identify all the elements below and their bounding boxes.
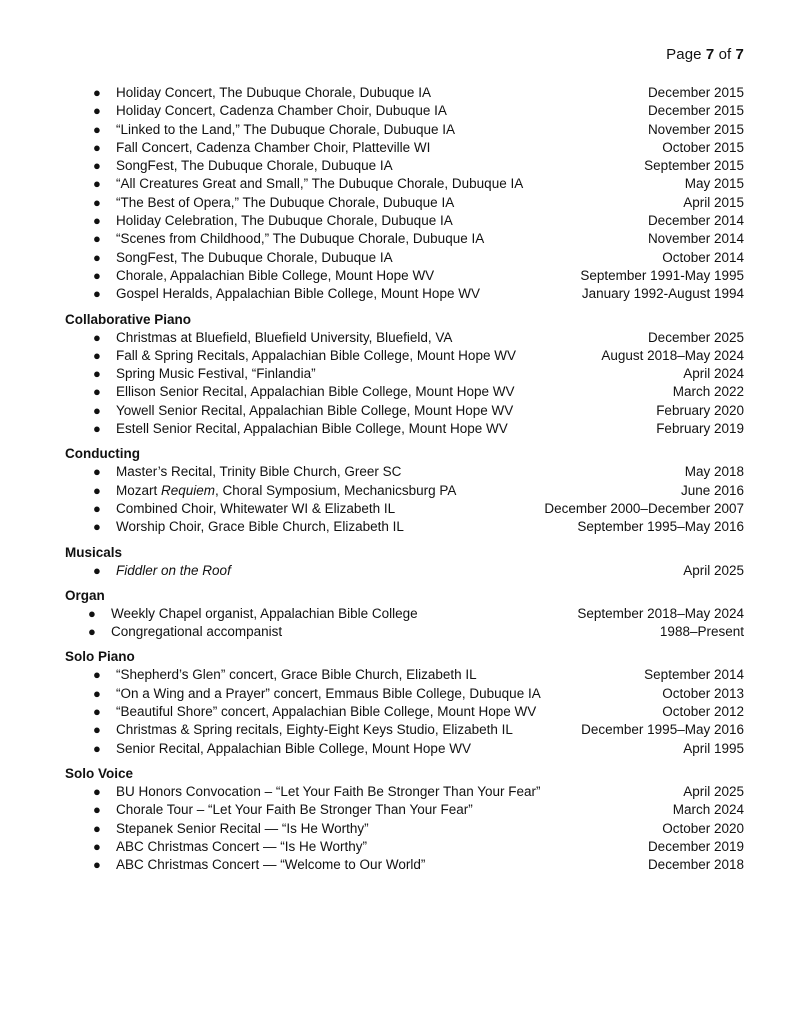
bullet-icon: ● xyxy=(93,783,101,799)
solo-voice-list xyxy=(65,783,744,874)
item-date: February 2020 xyxy=(656,402,744,418)
list-item xyxy=(65,721,744,739)
bullet-icon: ● xyxy=(93,562,101,578)
bullet-icon: ● xyxy=(93,820,101,836)
list-item xyxy=(65,175,744,193)
conducting-list xyxy=(65,463,744,536)
collab-list xyxy=(65,329,744,439)
section-heading: Organ xyxy=(65,587,105,603)
item-text: “Beautiful Shore” concert, Appalachian Bible College, Mount Hope WV xyxy=(116,704,537,720)
bullet-icon: ● xyxy=(93,267,101,283)
list-item xyxy=(65,463,744,481)
item-date: September 1991-May 1995 xyxy=(580,267,744,283)
item-date: September 2018–May 2024 xyxy=(577,605,744,621)
section-conducting xyxy=(65,445,744,536)
item-date: May 2018 xyxy=(684,464,744,480)
bullet-icon: ● xyxy=(93,213,101,229)
bullet-icon: ● xyxy=(93,500,101,516)
page-of: of xyxy=(714,46,736,63)
bullet-icon: ● xyxy=(93,85,101,100)
item-text: “On a Wing and a Prayer” concert, Emmaus Bible College, Dubuque IA xyxy=(116,685,541,701)
item-text: Gospel Heralds, Appalachian Bible College, Mount Hope WV xyxy=(116,286,480,302)
bullet-icon: ● xyxy=(93,103,101,119)
item-text: Holiday Concert, The Dubuque Chorale, Dubuque IA xyxy=(116,85,431,100)
list-item xyxy=(65,347,744,365)
page-current: 7 xyxy=(705,46,715,63)
bullet-icon: ● xyxy=(93,249,101,265)
item-date: March 2024 xyxy=(672,802,744,818)
item-date: October 2013 xyxy=(662,685,744,701)
bullet-icon: ● xyxy=(93,740,101,756)
list-item xyxy=(65,703,744,721)
item-date: December 2018 xyxy=(647,857,744,873)
list-item xyxy=(65,783,744,801)
item-text: “Linked to the Land,” The Dubuque Chorale, Dubuque IA xyxy=(116,121,455,137)
item-date: September 1995–May 2016 xyxy=(577,519,744,535)
list-item xyxy=(65,157,744,175)
list-item xyxy=(65,518,744,536)
section-solo-voice xyxy=(65,765,744,874)
bullet-icon: ● xyxy=(93,421,101,437)
item-date: December 2000–December 2007 xyxy=(544,500,744,516)
item-text: Chorale, Appalachian Bible College, Mount Hope WV xyxy=(116,267,435,283)
item-text: BU Honors Convocation – “Let Your Faith Be Stronger Than Your Fear” xyxy=(116,783,541,799)
musicals-list xyxy=(65,562,744,580)
bullet-icon: ● xyxy=(93,194,101,210)
list-item xyxy=(65,801,744,819)
document-body xyxy=(65,84,744,881)
list-item xyxy=(65,121,744,139)
section-choral xyxy=(65,84,744,304)
item-date: November 2014 xyxy=(647,231,744,247)
page-total: 7 xyxy=(735,46,744,63)
item-text: “Shepherd’s Glen” concert, Grace Bible Church, Elizabeth IL xyxy=(116,667,477,683)
item-text: Holiday Celebration, The Dubuque Chorale, Dubuque IA xyxy=(116,213,453,229)
list-item xyxy=(65,666,744,684)
item-date: April 2025 xyxy=(683,783,744,799)
section-heading: Collaborative Piano xyxy=(65,311,192,327)
bullet-icon: ● xyxy=(93,685,101,701)
list-item xyxy=(65,267,744,285)
item-date: April 1995 xyxy=(683,740,744,756)
item-text-post: , Choral Symposium, Mechanicsburg PA xyxy=(215,482,457,498)
item-date: April 2025 xyxy=(683,562,744,578)
bullet-icon: ● xyxy=(93,464,101,480)
item-text: Master’s Recital, Trinity Bible Church, Greer SC xyxy=(116,464,402,480)
bullet-icon: ● xyxy=(93,482,101,498)
list-item xyxy=(65,420,744,438)
item-date: December 1995–May 2016 xyxy=(581,722,744,738)
list-item xyxy=(65,402,744,420)
list-item xyxy=(65,249,744,267)
item-date: December 2025 xyxy=(647,329,744,345)
section-solo-piano xyxy=(65,648,744,757)
bullet-icon: ● xyxy=(93,286,101,302)
item-date: June 2016 xyxy=(680,482,744,498)
item-text: Ellison Senior Recital, Appalachian Bible College, Mount Hope WV xyxy=(116,384,515,400)
list-item xyxy=(65,383,744,401)
item-date: October 2015 xyxy=(662,139,744,155)
item-date: February 2019 xyxy=(656,421,744,437)
list-item xyxy=(65,285,744,303)
item-text: Senior Recital, Appalachian Bible College, Mount Hope WV xyxy=(116,740,471,756)
section-musicals xyxy=(65,544,744,580)
item-date: October 2012 xyxy=(662,704,744,720)
bullet-icon: ● xyxy=(93,347,101,363)
section-heading: Musicals xyxy=(65,544,123,560)
item-date: December 2019 xyxy=(647,838,744,854)
solo-piano-list xyxy=(65,666,744,757)
item-text: Fall & Spring Recitals, Appalachian Bible College, Mount Hope WV xyxy=(116,347,516,363)
section-organ xyxy=(65,587,744,642)
item-text: Stepanek Senior Recital — “Is He Worthy” xyxy=(116,820,369,836)
item-date: October 2020 xyxy=(662,820,744,836)
bullet-icon: ● xyxy=(88,605,96,621)
item-date: January 1992-August 1994 xyxy=(581,286,744,302)
bullet-icon: ● xyxy=(93,139,101,155)
item-date: March 2022 xyxy=(672,384,744,400)
section-heading: Conducting xyxy=(65,446,140,462)
bullet-icon: ● xyxy=(93,329,101,345)
item-text: Weekly Chapel organist, Appalachian Bible College xyxy=(111,605,418,621)
item-text: Fiddler on the Roof xyxy=(116,562,231,578)
bullet-icon: ● xyxy=(93,519,101,535)
item-text: SongFest, The Dubuque Chorale, Dubuque IA xyxy=(116,249,393,265)
bullet-icon: ● xyxy=(93,802,101,818)
item-text: Christmas at Bluefield, Bluefield University, Bluefield, VA xyxy=(116,329,453,345)
list-item xyxy=(65,820,744,838)
list-item xyxy=(65,856,744,874)
list-item xyxy=(65,623,744,641)
item-date: April 2024 xyxy=(683,366,744,382)
list-item xyxy=(65,212,744,230)
item-date: December 2015 xyxy=(647,103,744,119)
item-text: Congregational accompanist xyxy=(111,624,283,640)
item-date: August 2018–May 2024 xyxy=(601,347,744,363)
item-date: 1988–Present xyxy=(659,624,744,640)
section-heading: Solo Voice xyxy=(65,765,134,781)
item-date: October 2014 xyxy=(662,249,744,265)
page-number xyxy=(666,46,744,63)
item-title-italic: Requiem xyxy=(161,482,216,498)
item-text: “The Best of Opera,” The Dubuque Chorale, Dubuque IA xyxy=(116,194,455,210)
list-item xyxy=(65,838,744,856)
bullet-icon: ● xyxy=(93,384,101,400)
item-date: April 2015 xyxy=(683,194,744,210)
page-label: Page xyxy=(666,46,706,63)
item-text: Estell Senior Recital, Appalachian Bible College, Mount Hope WV xyxy=(116,421,508,437)
item-date: November 2015 xyxy=(647,121,744,137)
item-date: December 2014 xyxy=(647,213,744,229)
item-text: Combined Choir, Whitewater WI & Elizabeth IL xyxy=(116,500,396,516)
item-date: May 2015 xyxy=(684,176,744,192)
item-date: September 2014 xyxy=(644,667,744,683)
item-text: SongFest, The Dubuque Chorale, Dubuque IA xyxy=(116,158,393,174)
item-text: Fall Concert, Cadenza Chamber Choir, Platteville WI xyxy=(116,139,431,155)
bullet-icon: ● xyxy=(93,838,101,854)
list-item xyxy=(65,500,744,518)
choral-list xyxy=(65,84,744,304)
list-item xyxy=(65,482,744,500)
item-text: Yowell Senior Recital, Appalachian Bible College, Mount Hope WV xyxy=(116,402,514,418)
bullet-icon: ● xyxy=(93,722,101,738)
bullet-icon: ● xyxy=(93,121,101,137)
item-text: “All Creatures Great and Small,” The Dubuque Chorale, Dubuque IA xyxy=(116,176,524,192)
item-text-pre: Mozart xyxy=(116,482,162,498)
bullet-icon: ● xyxy=(93,857,101,873)
list-item xyxy=(65,740,744,758)
item-text: Holiday Concert, Cadenza Chamber Choir, Dubuque IA xyxy=(116,103,447,119)
list-item xyxy=(65,139,744,157)
item-text: “Scenes from Childhood,” The Dubuque Chorale, Dubuque IA xyxy=(116,231,485,247)
item-text: Chorale Tour – “Let Your Faith Be Stronger Than Your Fear” xyxy=(116,802,473,818)
item-date: December 2015 xyxy=(647,85,744,100)
section-collaborative-piano xyxy=(65,311,744,439)
list-item xyxy=(65,605,744,623)
list-item xyxy=(65,84,744,102)
list-item xyxy=(65,685,744,703)
list-item xyxy=(65,194,744,212)
organ-list xyxy=(65,605,744,642)
bullet-icon: ● xyxy=(88,624,96,640)
section-heading: Solo Piano xyxy=(65,649,135,665)
item-text: Worship Choir, Grace Bible Church, Elizabeth IL xyxy=(116,519,404,535)
item-text: ABC Christmas Concert — “Is He Worthy” xyxy=(116,838,368,854)
item-date: September 2015 xyxy=(644,158,744,174)
item-text: Christmas & Spring recitals, Eighty-Eight Keys Studio, Elizabeth IL xyxy=(116,722,513,738)
bullet-icon: ● xyxy=(93,366,101,382)
list-item xyxy=(65,102,744,120)
bullet-icon: ● xyxy=(93,667,101,683)
bullet-icon: ● xyxy=(93,402,101,418)
list-item xyxy=(65,329,744,347)
list-item xyxy=(65,562,744,580)
bullet-icon: ● xyxy=(93,231,101,247)
bullet-icon: ● xyxy=(93,704,101,720)
list-item xyxy=(65,230,744,248)
item-text xyxy=(116,482,456,500)
list-item xyxy=(65,365,744,383)
bullet-icon: ● xyxy=(93,176,101,192)
bullet-icon: ● xyxy=(93,158,101,174)
item-text: ABC Christmas Concert — “Welcome to Our World” xyxy=(116,857,426,873)
item-text: Spring Music Festival, “Finlandia” xyxy=(116,366,316,382)
